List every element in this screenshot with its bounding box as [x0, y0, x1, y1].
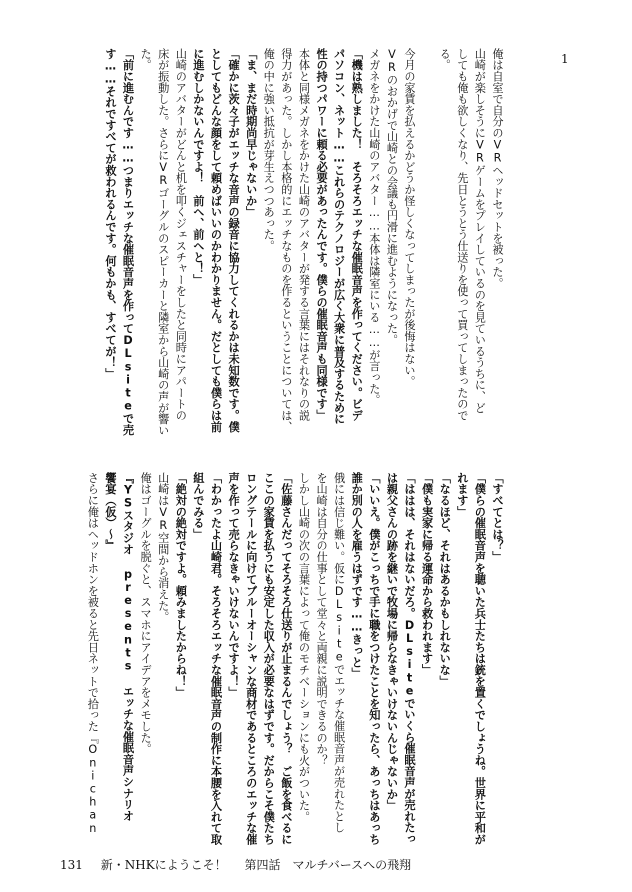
text-column: に進むしかないんですよ！ 前へ、前へと！」 [191, 48, 205, 286]
text-column: 「前に進むんです……つまりエッチな催眠音声を作ってDLsiteで売 [121, 48, 135, 436]
chapter-number: 1 [561, 52, 569, 66]
text-column: 「機は熟しました！ そろそろエッチな催眠音声を作ってください。ビデ [350, 48, 364, 421]
text-column: パソコン、ネット……これらのテクノロジーが広く大衆に普及するために [332, 48, 346, 425]
text-column: れます」 [455, 472, 469, 518]
book-title: 新・NHKにようこそ！ [100, 858, 227, 872]
text-column: としてもどんな顔をして頼めばいいのかわかりません。だとしても僕らは前 [209, 48, 223, 433]
chapter-title: 第四話 マルチバースへの飛翔 [244, 858, 412, 872]
text-column: 山崎のアバターがどんと机を叩くジェスチャーをしたと同時にアパートの [174, 48, 188, 421]
text-column: を山崎は自分の仕事として堂々と両親に説明できるのか？ [315, 472, 329, 766]
upper-text-block [56, 48, 506, 440]
text-column: ロングテールに向けてブルーオーシャンな商材であるところのエッチな催 [244, 472, 258, 845]
text-column: 「ははは、それはないだろ。DLsiteでいくら催眠音声が売れたっ [403, 472, 417, 845]
text-column: は親父さんの跡を継いで牧場に帰らなきゃいけないんじゃないか」 [385, 472, 399, 811]
text-column: 今月の家賃を払えるかどうか怪しくなってしまったが後悔はない。 [403, 48, 417, 387]
text-column: 「僕らの催眠音声を聴いた兵士たちは銃を置くでしょうね。世界に平和が [473, 472, 487, 845]
text-column: 山崎はVR空間から消えた。 [156, 472, 170, 623]
text-column: 饗宴（仮）～』 [103, 472, 117, 552]
text-column: しても俺も欲しくなり、先日とうとう仕送りを使って買ってしまったので [455, 48, 469, 421]
page-number: 131 [60, 858, 83, 872]
text-column: 『YSスタジオ presents エッチな催眠音声シナリオ [121, 472, 135, 822]
text-column: ここの家賃を払うにも安定した収入が必要なはずです。だからこそ僕たち [262, 472, 276, 845]
text-column [418, 48, 436, 440]
text-column: 俺は自室で自分のVRヘッドセットを被った。 [491, 48, 504, 289]
text-column: る。 [438, 48, 452, 71]
text-column: た。 [139, 48, 153, 71]
text-column: す……それですべてが救われるんです。何もかも、すべてが！」 [103, 48, 117, 380]
text-column: さらに俺はヘッドホンを被ると先日ネットで拾った『Onichan [86, 472, 100, 835]
text-column: 床が振動した。さらにVRゴーグルのスピーカーと隣室から山崎の声が響い [156, 48, 170, 436]
text-column: 「確かに茨々子がエッチな音声の録音に協力してくれるかは未知数です。僕 [227, 48, 241, 433]
text-column: 「ま、まだ時期尚早じゃないか」 [244, 48, 258, 218]
text-column: 「なるほど、それはあるかもしれないな」 [438, 472, 452, 687]
text-column: 組んでみる」 [191, 472, 205, 540]
page-footer [60, 856, 425, 873]
lower-text-block [56, 472, 506, 846]
text-column: 「すべてとは？」 [491, 472, 504, 563]
text-column: 性の持つパワーに頼る必要があったんです。僕らの催眠音声も同様です」 [315, 48, 329, 421]
text-column: 得力があった。しかし本格的にエッチなものを作るということについては、 [279, 48, 293, 433]
text-column: 「絶対の絶対ですよ。頼みましたからね！」 [174, 472, 188, 698]
text-column: 「わかったよ山崎君。そろそろエッチな催眠音声の制作に本腰を入れて取 [209, 472, 223, 845]
text-column: しかし山崎の次の言葉によって俺のモチベーションにも火がついた。 [297, 472, 311, 823]
text-column: 声を作って売らなきゃいけないんですよ！」 [227, 472, 241, 698]
text-column: 「佐藤さんだってそろそろ仕送りが止まるんでしょう？ ご飯を食べるに [279, 472, 293, 845]
text-column: 「いいえ。僕がこっちで手に職をつけたことを知ったら、あっちはあっち [367, 472, 381, 845]
text-column: メガネをかけた山崎のアバター……本体は隣室にいる……が言った。 [367, 48, 381, 406]
text-column: 誰か別の人を雇うはずです……きっと」 [350, 472, 364, 679]
text-column: 俺の中に強い抵抗が芽生えつつあった。 [262, 48, 276, 252]
text-column: 俄には信じ難い。仮にDLsiteでエッチな催眠音声が売れたとし [332, 472, 346, 834]
text-column: 本体と同様メガネをかけた山崎のアバターが発する言葉にはそれなりの説 [297, 48, 311, 421]
text-column: 俺はゴーグルを脱ぐと、スマホにアイデアをメモした。 [139, 472, 153, 755]
text-column: 山崎が楽しそうにVRゲームをプレイしているのを見ているうちに、ど [473, 48, 487, 414]
text-column: 「僕も実家に帰る運命から救われます」 [420, 472, 434, 676]
text-column: VRのおかげで山崎との会議も円滑に進むようになった。 [385, 48, 399, 346]
